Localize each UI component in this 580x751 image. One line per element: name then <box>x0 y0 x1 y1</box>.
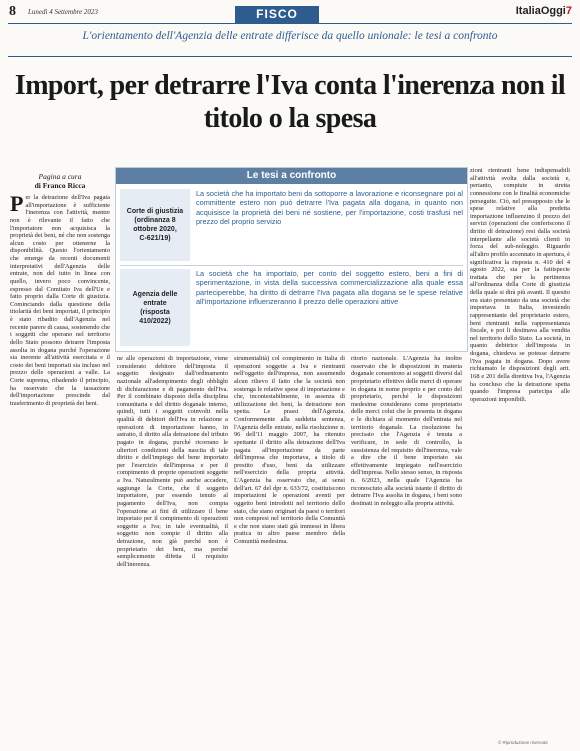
section-label: FISCO <box>235 6 319 23</box>
article-column-1 <box>10 194 110 739</box>
article-kicker: L'orientamento dell'Agenzia delle entrate differisce da quello unionale: le tesi a confronto <box>82 30 498 42</box>
comparison-box <box>115 167 468 352</box>
box-row-agency <box>120 269 463 346</box>
label-line: Agenzia delle <box>132 290 178 298</box>
box-row-label <box>120 269 190 346</box>
box-row-text: La società che ha importato beni da sottoporre a lavorazione e riconsegnare poi al committente estero non può detrarre l'Iva pagata alla dogana, in quanto non acquisisce la proprietà dei beni né sostiene, per l'importazione, costi trasfusi nel prezzo del proprio servizio <box>196 189 463 227</box>
drop-cap: P <box>10 194 24 216</box>
article-column-2: ne alle operazioni di importazione, viene considerato debitore dell'imposta il soggetto designato dall'ordinamento nazionale all'adempimento degli obblighi di dichiarazione e di pagamento dell'Iva. Per il combinato disposto della disciplina comunitaria e del diritto doganale interno, quindi, tutti i soggetti coinvolti nella qualità di debitori dell'Iva in relazione a operazioni di importazione hanno, in astratto, il diritto alla detrazione del tributo pagato in dogana, purché ricorrano le ulteriori condizioni della nascita di tale diritto e dell'impiego del bene importato per l'esercizio dell'impresa e per il compimento di proprie operazioni soggette a Iva. Naturalmente può anche accadere, aggiunge la Corte, che il soggetto importatore, pur essendo tenuto al pagamento dell'Iva, non compia l'operazione ai fini di utilizzare il bene importato per il compimento di operazioni soggette a Iva; in tale eventualità, il soggetto non compie il diritto alla detrazione, non già perché non è proprietario dei beni, ma perché semplicemente difetta il requisito dell'inerenza. <box>117 355 228 568</box>
byline-prefix: Pagina a cura <box>38 172 82 181</box>
label-line: (risposta <box>140 308 170 316</box>
box-row-court <box>120 189 463 261</box>
page-number: 8 <box>9 4 16 19</box>
masthead-number: 7 <box>565 5 572 17</box>
box-row-text: La società che ha importato, per conto del soggetto estero, beni a fini di sperimentazione, in vista della successiva commercializzazione alla quale essa parteciperebbe, ha diritto di detrarre l'Iva pagata alla dogana se le spese relative all'importazione influenzeranno il prezzo delle operazioni attive <box>196 269 463 307</box>
article-column-4: ritorio nazionale. L'Agenzia ha inoltre osservato che le disposizioni in materia doganale consentono ai soggetti diversi dal proprietario effettivo delle merci di operare in dogana in nome proprio e per conto del proprietario, perché le disposizioni medesime considerano come proprietario delle merci colui che le presenta in dogana e le dichiara al momento dell'entrata nel territorio doganale. La risoluzione ha precisato che l'Agenzia è tenuta a verificare, in sede di controllo, la sussistenza del requisito dell'inerenza, vale a dire che il bene importato sia effettivamente impiegato nell'esercizio dell'impresa. Nello stesso senso, in risposta n. 6/2023, nella quale l'Agenzia ha riconosciuto alla società istante il diritto di detrarre l'Iva assolta in dogana, i beni sono destinati in noleggio alla propria attività. <box>351 355 462 507</box>
masthead-logo <box>516 5 572 17</box>
kicker-rule <box>8 56 572 57</box>
article-headline: Import, per detrarre l'Iva conta l'inerenza non il titolo o la spesa <box>14 70 566 134</box>
label-line: ottobre 2020, <box>133 226 177 233</box>
box-title: Le tesi a confronto <box>116 168 467 184</box>
byline-author: di Franco Ricca <box>34 181 86 190</box>
label-line: 410/2022) <box>139 317 171 325</box>
label-line: C-621/19) <box>139 235 171 242</box>
column-text: er la detrazione dell'Iva pagata all'importazione è sufficiente l'inerenza con l'attività, mentre non è rilevante il fatto che l'importatore non acquisisca la proprietà dei beni, né che non sostenga alcun costo per ottenerne la disponibilità. Questo l'orientamento che emerge da recenti documenti interpretativi dell'Agenzia delle entrate, non del tutto in linea con quello, invero poco convincente, espresso dal Comitato Iva dell'Ue e fatto proprio dalla Corte di giustizia. Cominciando dalla questione della titolarità dei beni importati, il principio è stato ribadito dall'Agenzia nel recente parere di causa, sostenendo che i soggetti che operano nel territorio dello Stato possono detrarre l'imposta assolta in dogana purché l'operazione sia inerente all'attività esercitata e il costo dei beni importati sia incluso nel prezzo delle operazioni a valle. La Corte suprema, ribadendo il principio, ha osservato che la tassazione dell'importazione prescinde dal trasferimento di proprietà dei beni. <box>10 194 110 407</box>
copyright-note: © Riproduzione riservata <box>498 740 548 745</box>
box-divider <box>120 265 463 266</box>
label-line: Corte di giustizia <box>126 208 184 215</box>
article-column-5: zioni rientranti bene indispensabili all'attività svolta dalla società e, pertanto, compiute in stretta connessione con le finalità economiche perseguite. Ciò, nel presupposto che le spese relative alla predetta importazione influenzino il prezzo dei servizi (operazioni che conferiscono il diritto di detrazione) resi dalla società interpellante alle società clienti in forza del sub-noleggio. Riguardo all'altro profilo accennato in apertura, è significativa la risposta n. 410 del 4 agosto 2022, sia per la fattispecie trattata che per la pertinenza all'ordinanza della Corte di giustizia della quale si dirà più avanti. Il quesito era stato presentato da una società che importava in Italia, investendo rappresentante del proprietario estero, beni rientranti nella rappresentanza fiscale, e poi li destinava alla vendita nel territorio dello Stato. La società, in quanto debitrice dell'imposta in dogana, chiedeva se potesse detrarre l'Iva pagata in dogana. Dopo avere richiamato le disposizioni degli artt. 168 e 201 della direttiva Iva, l'Agenzia ha concluso che la detrazione spetta quando l'impresa partecipa alle operazioni imponibili. <box>470 167 570 403</box>
label-line: entrate <box>143 299 167 307</box>
issue-date: Lunedì 4 Settembre 2023 <box>28 8 98 16</box>
label-line: (ordinanza 8 <box>134 217 176 224</box>
header-rule <box>8 23 572 24</box>
page-header <box>0 0 580 24</box>
box-row-label <box>120 189 190 261</box>
article-column-3: strumentalità) col compimento in Italia di operazioni soggette a Iva e rientranti nell'oggetto dell'impresa, non assumendo alcun rilievo il fatto che la società non sostenga le relative spese di importazione e che, incontestabilmente, in assenza di utilizzazione dei beni, la detrazione non spetta. Le prassi dell'Agenzia. Conformemente alla suddetta sentenza, l'Agenzia delle entrate, nella risoluzione n. 96 dell'11 maggio 2007, ha ritenuto spettante il diritto alla detrazione dell'Iva pagata all'importazione da parte dell'impresa che importava, a titolo di prestito d'uso, beni da utilizzare nell'esercizio della propria attività. L'Agenzia ha osservato che, ai sensi dell'art. 67 del dpr n. 633/72, costituiscono importazioni le operazioni aventi per oggetto beni introdotti nel territorio dello stato, che siano originari da paesi o territori non compresi nel territorio della Comunità e che non siano stati già immessi in libera pratica in altro paese membro della Comunità medesima. <box>234 355 345 545</box>
masthead-name: ItaliaOggi <box>515 5 566 17</box>
